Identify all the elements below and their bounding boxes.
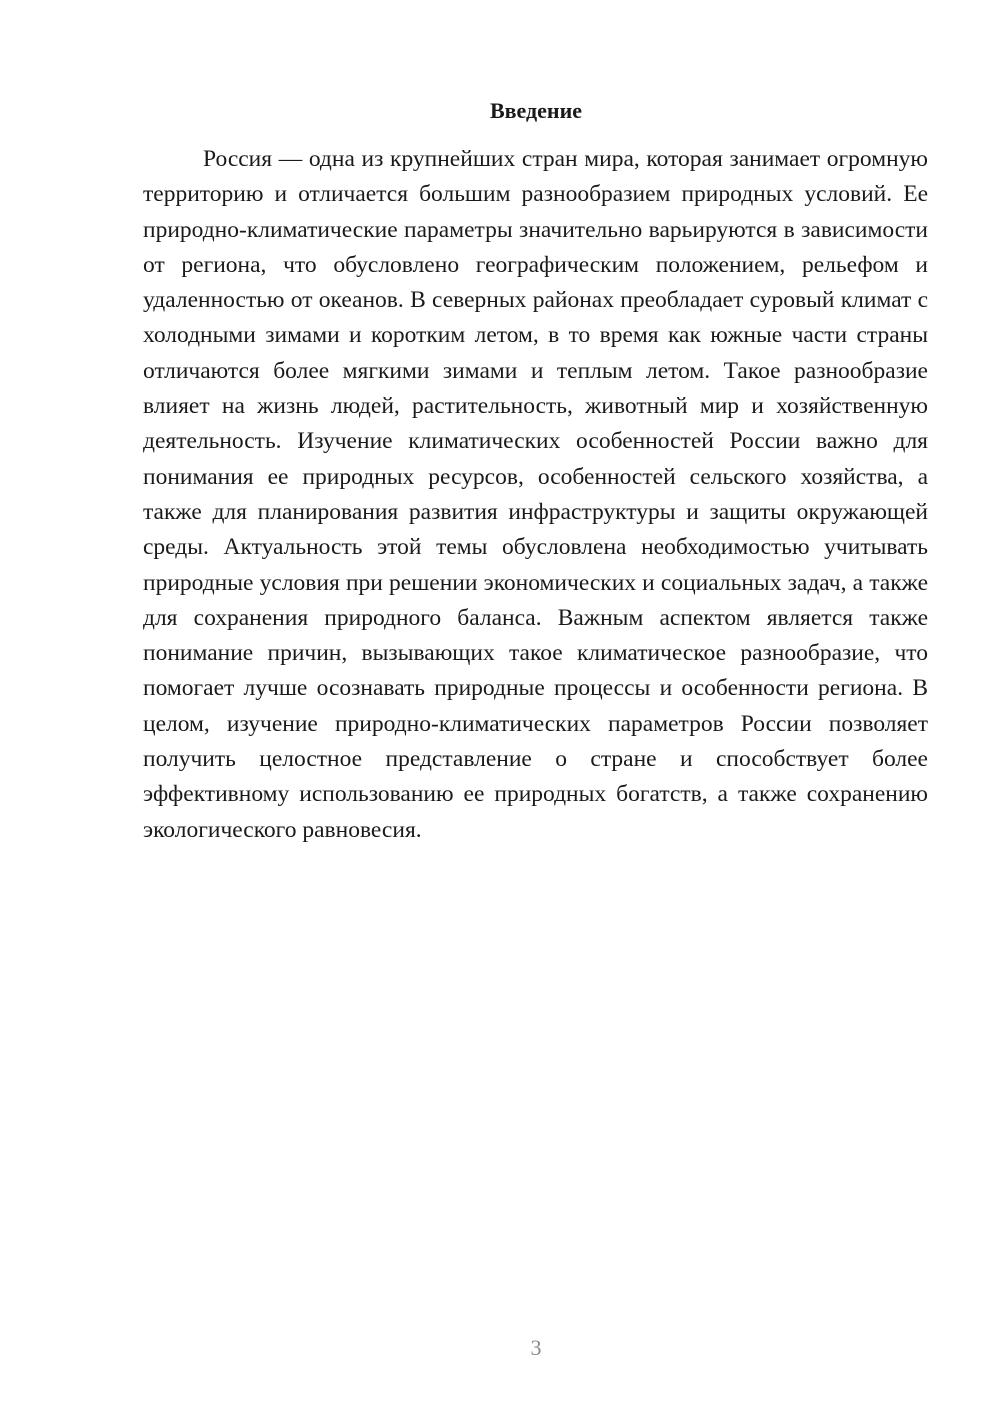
body-paragraph: Россия — одна из крупнейших стран мира, которая занимает огромную территорию и отличается большим разнообразием природных условий. Ее природно-климатические параметры значительно варьируются в зависимости от региона, что обусловлено географическим положением, рельефом и удаленностью от океанов. В северных районах преобладает суровый климат с холодными зимами и коротким летом, в то время как южные части страны отличаются более мягкими зимами и теплым летом. Такое разнообразие влияет на жизнь людей, растительность, животный мир и хозяйственную деятельность. Изучение климатических особенностей России важно для понимания ее природных ресурсов, особенностей сельского хозяйства, а также для планирования развития инфраструктуры и защиты окружающей среды. Актуальность этой темы обусловлена необходимостью учитывать природные условия при решении экономических и социальных задач, а также для сохранения природного баланса. Важным аспектом является также понимание причин, вызывающих такое климатическое разнообразие, что помогает лучше осознавать природные процессы и особенности региона. В целом, изучение природно-климатических параметров России позволяет получить целостное представление о стране и способствует более эффективному использованию ее природных богатств, а также сохранению экологического равновесия. [143, 146, 928, 843]
page-number: 3 [530, 1335, 542, 1360]
section-heading: Введение [489, 98, 583, 123]
